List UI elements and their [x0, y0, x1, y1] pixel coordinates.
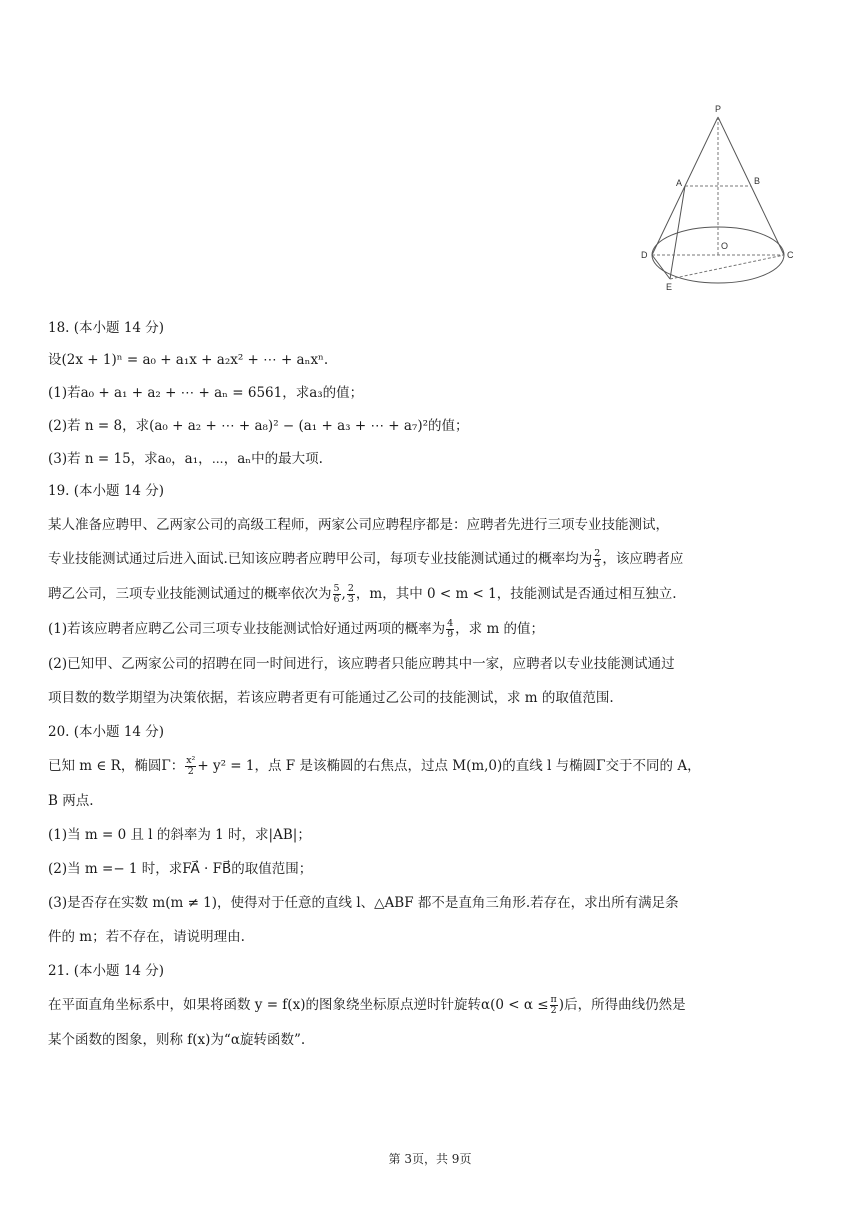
q18-part3: (3)若 n = 15，求a₀，a₁，⋯，aₙ中的最大项. — [48, 451, 323, 467]
fraction-pi-over-2 — [550, 995, 558, 1016]
q20-line1-text-a: 已知 m ∈ R，椭圆Γ： — [48, 758, 185, 774]
q18-header: 18. (本小题 14 分) — [48, 320, 165, 336]
q20-part3-line2: 件的 m；若不存在，请说明理由. — [48, 929, 245, 945]
label-a: A — [676, 178, 683, 188]
q19-line2-text-b: ，该应聘者应 — [602, 551, 684, 567]
q19-line3: 聘乙公司，三项专业技能测试通过的概率依次为 $\frac{5}{6}$ , $\frac{2}{3}$ ，m，其中 0 < m < 1，技能测试是否通过相互独立. — [48, 583, 677, 605]
question-18 — [48, 318, 820, 469]
q18-stem: 设(2x + 1)ⁿ = a₀ + a₁x + a₂x² + ⋯ + aₙxⁿ. — [48, 352, 329, 368]
segment-de — [652, 255, 670, 279]
fraction-den: 6 — [333, 594, 340, 605]
q19-part1 — [48, 619, 820, 640]
fraction-den: 2 — [550, 1005, 557, 1016]
segment-ec — [670, 255, 784, 279]
q21-line1-text-b: )后，所得曲线仍然是 — [558, 997, 686, 1013]
q20-part1: (1)当 m = 0 且 l 的斜率为 1 时，求|AB|； — [48, 827, 311, 843]
label-p: P — [715, 104, 722, 114]
q19-header: 19. (本小题 14 分) — [48, 483, 165, 499]
q21-header: 21. (本小题 14 分) — [48, 963, 165, 979]
q20-header: 20. (本小题 14 分) — [48, 724, 165, 740]
fraction-num: 4 — [447, 618, 454, 629]
q19-part1-text-a: (1)若该应聘者应聘乙公司三项专业技能测试恰好通过两项的概率为 — [48, 621, 446, 637]
q18-part1: (1)若a₀ + a₁ + a₂ + ⋯ + aₙ = 6561，求a₃的值； — [48, 385, 364, 401]
q21-line2: 某个函数的图象，则称 f(x)为“α旋转函数”. — [48, 1032, 306, 1048]
question-19 — [48, 481, 820, 708]
q19-line2-text-a: 专业技能测试通过后进入面试.已知该应聘者应聘甲公司，每项专业技能测试通过的概率均为 — [48, 551, 593, 567]
question-21 — [48, 961, 820, 1050]
label-o: O — [721, 241, 729, 251]
label-c: C — [787, 250, 794, 260]
q19-line3-text-b: ，m，其中 0 < m < 1，技能测试是否通过相互独立. — [355, 586, 677, 602]
q20-part2: (2)当 m =− 1 时，求FA⃗ · FB⃗的取值范围； — [48, 861, 313, 877]
fraction-num: π — [550, 994, 557, 1005]
label-b: B — [754, 176, 761, 186]
fraction-num: 2 — [347, 583, 354, 594]
segment-ae — [670, 186, 685, 279]
q19-line2 — [48, 549, 820, 570]
label-d: D — [641, 250, 648, 260]
page-content — [48, 318, 820, 1064]
q19-line1: 某人准备应聘甲、乙两家公司的高级工程师，两家公司应聘程序都是：应聘者先进行三项专业技能测试， — [48, 517, 669, 533]
fraction-num: x² — [186, 755, 196, 766]
q19-part2-line1: (2)已知甲、乙两家公司的招聘在同一时间进行，该应聘者只能应聘其中一家，应聘者以专业技能测试通过 — [48, 656, 675, 672]
fraction-num: 5 — [333, 583, 340, 594]
fraction-den: 9 — [447, 629, 454, 640]
q19-line3-text-a: 聘乙公司，三项专业技能测试通过的概率依次为 — [48, 586, 332, 602]
label-e: E — [666, 282, 673, 292]
fraction-two-thirds-b — [347, 584, 355, 605]
q18-part2: (2)若 n = 8，求(a₀ + a₂ + ⋯ + a₈)² − (a₁ + a₃ + ⋯ + a₇)²的值； — [48, 418, 469, 434]
q20-line2: B 两点. — [48, 793, 94, 809]
fraction-five-sixths — [333, 584, 341, 605]
fraction-num: 2 — [594, 548, 601, 559]
q20-part3-line1: (3)是否存在实数 m(m ≠ 1)，使得对于任意的直线 l、△ABF 都不是直角三角形.若存在，求出所有满足条 — [48, 895, 679, 911]
q19-part2-line2: 项目数的数学期望为决策依据，若该应聘者更有可能通过乙公司的技能测试，求 m 的取值范围. — [48, 690, 614, 706]
page-footer: 第 3页，共 9页 — [388, 1152, 472, 1166]
fraction-two-thirds — [593, 549, 601, 570]
cone-diagram — [636, 100, 802, 292]
q21-line1-text-a: 在平面直角坐标系中，如果将函数 y = f(x)的图象绕坐标原点逆时针旋转α(0 < α ≤ — [48, 997, 549, 1013]
fraction-x2-over-2 — [185, 756, 196, 777]
question-20 — [48, 722, 820, 947]
q21-line1 — [48, 995, 820, 1016]
q20-line1-text-b: + y² = 1，点 F 是该椭圆的右焦点，过点 M(m,0)的直线 l 与椭圆Γ交于不同的 A， — [197, 758, 701, 774]
fraction-den: 3 — [347, 594, 354, 605]
fraction-four-ninths — [446, 619, 454, 640]
q19-part1-text-b: ，求 m 的值； — [455, 621, 545, 637]
fraction-den: 2 — [187, 766, 194, 777]
cone-figure — [636, 100, 802, 292]
q20-line1 — [48, 756, 820, 777]
fraction-den: 3 — [594, 559, 601, 570]
